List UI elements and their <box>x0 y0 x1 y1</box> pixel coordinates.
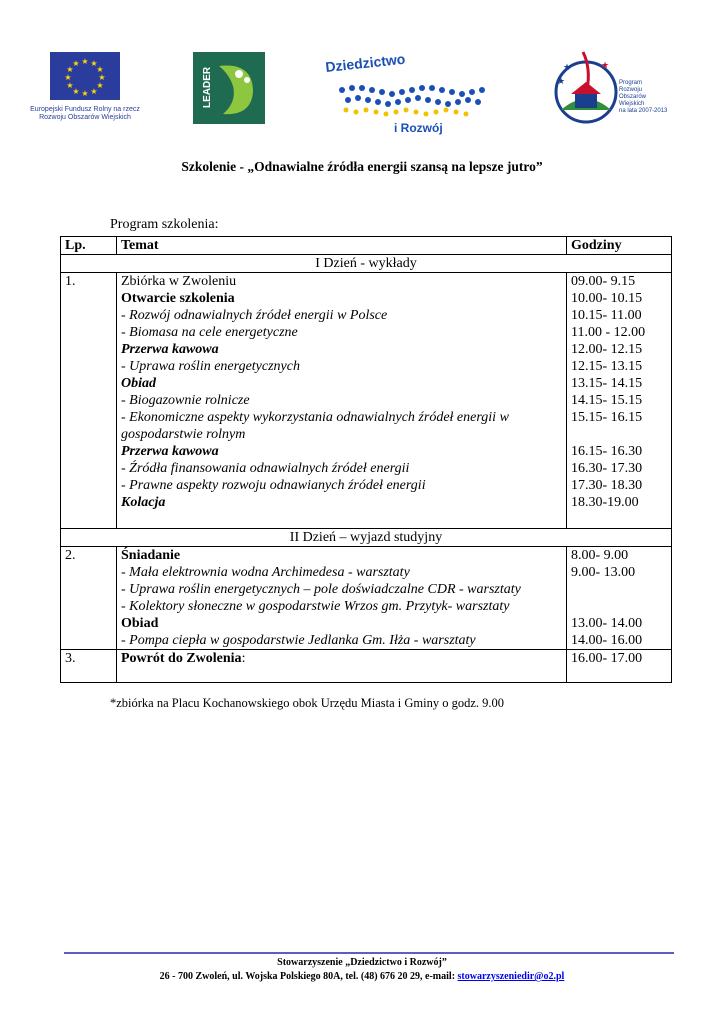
footer <box>0 956 724 984</box>
day1-row <box>61 273 672 529</box>
time-item <box>571 581 667 598</box>
day1-times <box>567 273 672 529</box>
topic-item: - Mała elektrownia wodna Archimedesa - warsztaty <box>121 565 410 580</box>
day2-row <box>61 547 672 650</box>
document-title: Szkolenie - „Odnawialne źródła energii szansą na lepsze jutro” <box>181 159 543 174</box>
time-item: 18.30-19.00 <box>571 495 639 510</box>
day1-topics <box>117 273 567 529</box>
return-row <box>61 650 672 683</box>
topic-item: Obiad <box>121 376 156 391</box>
time-item: 13.15- 14.15 <box>571 376 643 391</box>
footer-email-link[interactable]: stowarzyszeniedir@o2.pl <box>457 971 565 982</box>
svg-text:★: ★ <box>72 87 80 96</box>
topic-item: - Kolektory słoneczne w gospodarstwie Wrzos gm. Przytyk- warsztaty <box>121 599 510 614</box>
topic-item: - Rozwój odnawialnych źródeł energii w Polsce <box>121 308 388 323</box>
day2-label: II Dzień – wyjazd studyjny <box>61 529 672 547</box>
svg-text:★: ★ <box>563 62 572 72</box>
svg-text:★: ★ <box>81 89 89 98</box>
svg-text:★: ★ <box>96 81 104 90</box>
prow-logo-text <box>619 80 667 115</box>
time-item: 16.30- 17.30 <box>571 461 643 476</box>
time-item <box>571 598 667 615</box>
topic-item: Obiad <box>121 616 159 631</box>
svg-text:★: ★ <box>72 59 80 68</box>
dziedzictwo-logo-text: Dziedzictwo <box>324 50 406 75</box>
eu-caption-line-1: Europejski Fundusz Rolny na rzecz <box>30 106 140 113</box>
time-item: 10.00- 10.15 <box>571 291 643 306</box>
footer-org: Stowarzyszenie „Dziedzictwo i Rozwój” <box>277 957 447 968</box>
prow-line: Rozwoju <box>619 87 643 93</box>
time-item: 12.15- 13.15 <box>571 359 643 374</box>
day1-heading-row <box>61 255 672 273</box>
svg-text:★: ★ <box>90 59 98 68</box>
time-item: 14.15- 15.15 <box>571 393 643 408</box>
day2-times <box>567 547 672 650</box>
prow-line: Obszarów <box>619 94 647 100</box>
return-topic <box>117 650 567 683</box>
day1-label: I Dzień - wykłady <box>61 255 672 273</box>
program-label: Program szkolenia: <box>110 217 219 232</box>
time-item: 11.00 - 12.00 <box>571 325 646 340</box>
svg-text:★: ★ <box>64 73 72 82</box>
topic-item: Przerwa kawowa <box>121 342 219 357</box>
program-table <box>60 236 672 683</box>
time-item: 12.00- 12.15 <box>571 342 643 357</box>
topic-item: Otwarcie szkolenia <box>121 291 235 306</box>
time-item: 17.30- 18.30 <box>571 478 643 493</box>
topic-item: - Uprawa roślin energetycznych – pole doświadczalne CDR - warsztaty <box>121 582 521 597</box>
prow-line: Wiejskich <box>619 101 645 107</box>
table-header-row <box>61 237 672 255</box>
header-lp: Lp. <box>61 237 117 255</box>
time-item: 16.15- 16.30 <box>571 444 643 459</box>
topic-item: - Prawne aspekty rozwoju odnawianych źródeł energii <box>121 478 426 493</box>
topic-item: - Ekonomiczne aspekty wykorzystania odnawialnych źródeł energii w gospodarstwie rolnym <box>121 410 509 442</box>
leader-logo <box>193 52 265 124</box>
dziedzictwo-logo <box>322 48 492 136</box>
footer-address <box>0 970 724 984</box>
meeting-note: *zbiórka na Placu Kochanowskiego obok Urzędu Miasta i Gminy o godz. 9.00 <box>110 696 505 710</box>
topic-item: Kolacja <box>121 495 166 510</box>
rozwoj-logo-text: i Rozwój <box>394 121 443 135</box>
topic-item: Śniadanie <box>121 548 181 563</box>
svg-text:★: ★ <box>90 87 98 96</box>
topic-item: Zbiórka w Zwoleniu <box>121 274 237 289</box>
footer-divider <box>64 952 674 954</box>
day2-heading-row <box>61 529 672 547</box>
topic-item: - Biogazownie rolnicze <box>121 393 250 408</box>
leader-text: LEADER <box>202 66 213 108</box>
eu-flag-icon <box>50 52 120 100</box>
return-topic-colon: : <box>241 651 246 666</box>
svg-text:★: ★ <box>66 65 74 74</box>
svg-text:★: ★ <box>601 60 610 70</box>
footer-address-text: 26 - 700 Zwoleń, ul. Wojska Polskiego 80A, tel. (48) 676 20 29, e-mail: <box>159 971 458 982</box>
prow-years: na lata 2007-2013 <box>619 108 668 114</box>
header-temat: Temat <box>117 237 567 255</box>
time-item: 09.00- 9.15 <box>571 274 636 289</box>
prow-logo <box>553 48 703 130</box>
topic-item: - Uprawa roślin energetycznych <box>121 359 300 374</box>
topic-item: - Pompa ciepła w gospodarstwie Jedlanka Gm. Iłża - warsztaty <box>121 633 476 648</box>
svg-text:★: ★ <box>98 73 106 82</box>
svg-text:★: ★ <box>81 57 89 66</box>
return-topic-bold: Powrót do Zwolenia <box>121 651 242 666</box>
prow-line: Program <box>619 80 643 86</box>
header-logos <box>0 40 724 135</box>
day1-lp: 1. <box>61 273 117 529</box>
return-time: 16.00- 17.00 <box>567 650 672 683</box>
eu-caption-line-2: Rozwoju Obszarów Wiejskich <box>39 114 131 121</box>
header-godziny: Godziny <box>567 237 672 255</box>
svg-text:★: ★ <box>96 65 104 74</box>
topic-item: - Źródła finansowania odnawialnych źródeł energii <box>121 461 410 476</box>
topic-item: - Biomasa na cele energetyczne <box>121 325 298 340</box>
time-item: 10.15- 11.00 <box>571 308 642 323</box>
time-item: 13.00- 14.00 <box>571 616 643 631</box>
time-item: 14.00- 16.00 <box>571 633 643 648</box>
topic-item: Przerwa kawowa <box>121 444 219 459</box>
time-item: 15.15- 16.15 <box>571 410 643 425</box>
eu-logo <box>20 40 150 122</box>
time-item: 9.00- 13.00 <box>571 565 636 580</box>
svg-text:★: ★ <box>66 81 74 90</box>
return-lp: 3. <box>61 650 117 683</box>
time-item: 8.00- 9.00 <box>571 548 629 563</box>
day2-lp: 2. <box>61 547 117 650</box>
day2-topics <box>117 547 567 650</box>
svg-text:★: ★ <box>557 76 566 86</box>
